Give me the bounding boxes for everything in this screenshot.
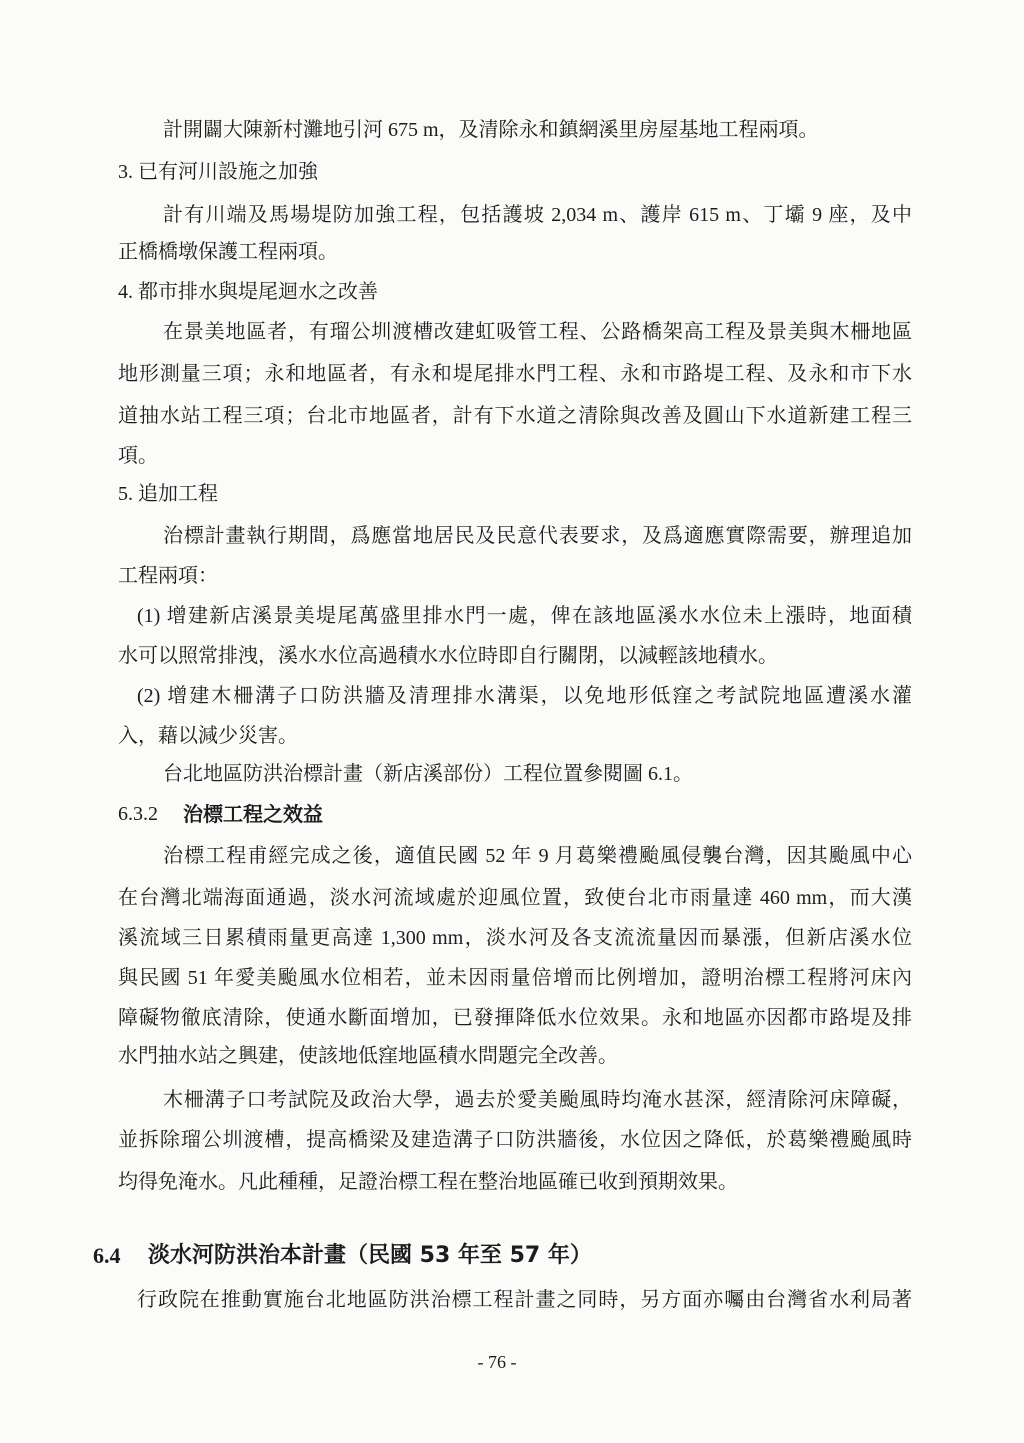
- body-text-line: 行政院在推動實施台北地區防洪治標工程計畫之同時，另方面亦囑由台灣省水利局著: [137, 1289, 912, 1311]
- body-text-line: 入，藉以減少災害。: [118, 725, 298, 747]
- body-text-line: 計開闢大陳新村灘地引河 675 m，及清除永和鎮網溪里房屋基地工程兩項。: [163, 119, 819, 141]
- body-text-line: 溪流域三日累積雨量更高達 1,300 mm，淡水河及各支流流量因而暴漲，但新店溪水位: [118, 927, 912, 949]
- body-text-line: 道抽水站工程三項；台北市地區者，計有下水道之清除與改善及圓山下水道新建工程三: [118, 405, 912, 427]
- body-text-line: 在台灣北端海面通過，淡水河流域處於迎風位置，致使台北市雨量達 460 mm，而大漢: [118, 887, 912, 909]
- body-text-line: 障礙物徹底清除，使通水斷面增加，已發揮降低水位效果。永和地區亦因都市路堤及排: [118, 1007, 912, 1029]
- body-text-line: 在景美地區者，有瑠公圳渡槽改建虹吸管工程、公路橋架高工程及景美與木柵地區: [163, 321, 912, 343]
- figure-reference-line: 台北地區防洪治標計畫（新店溪部份）工程位置參閱圖 6.1。: [163, 763, 693, 785]
- body-text-line: (1) 增建新店溪景美堤尾萬盛里排水門一處，俾在該地區溪水水位未上漲時，地面積: [137, 605, 912, 627]
- body-text-line: 木柵溝子口考試院及政治大學，過去於愛美颱風時均淹水甚深，經清除河床障礙，: [163, 1089, 912, 1111]
- section-number: 6.4: [93, 1243, 121, 1268]
- body-text-line: 項。: [118, 445, 158, 467]
- section-title: 治標工程之效益: [183, 802, 323, 826]
- body-text-line: 治標計畫執行期間，爲應當地居民及民意代表要求，及爲適應實際需要，辦理追加: [163, 525, 912, 547]
- body-text-line: 治標工程甫經完成之後，適值民國 52 年 9 月葛樂禮颱風侵襲台灣，因其颱風中心: [163, 845, 912, 867]
- section-title: 淡水河防洪治本計畫（民國 53 年至 57 年）: [148, 1243, 592, 1268]
- page-number: - 76 -: [477, 1352, 517, 1372]
- list-item-heading: 3. 已有河川設施之加強: [118, 161, 318, 183]
- body-text-line: 水門抽水站之興建，使該地低窪地區積水問題完全改善。: [118, 1045, 618, 1067]
- list-item-heading: 5. 追加工程: [118, 483, 218, 505]
- body-text-line: 工程兩項：: [118, 565, 218, 587]
- body-text-line: 均得免淹水。凡此種種，足證治標工程在整治地區確已收到預期效果。: [118, 1171, 738, 1193]
- body-text-line: 並拆除瑠公圳渡槽，提高橋梁及建造溝子口防洪牆後，水位因之降低，於葛樂禮颱風時: [118, 1129, 912, 1151]
- body-text-line: 水可以照常排洩，溪水水位高過積水水位時即自行關閉，以減輕該地積水。: [118, 645, 778, 667]
- body-text-line: 正橋橋墩保護工程兩項。: [118, 241, 338, 263]
- body-text-line: 計有川端及馬場堤防加強工程，包括護坡 2,034 m、護岸 615 m、丁壩 9 座，及中: [163, 204, 912, 226]
- section-number: 6.3.2: [118, 803, 158, 825]
- body-text-line: 地形測量三項；永和地區者，有永和堤尾排水門工程、永和市路堤工程、及永和市下水: [118, 363, 912, 385]
- list-item-heading: 4. 都市排水與堤尾迴水之改善: [118, 281, 378, 303]
- body-text-line: 與民國 51 年愛美颱風水位相若，並未因雨量倍增而比例增加，證明治標工程將河床內: [118, 967, 912, 989]
- body-text-line: (2) 增建木柵溝子口防洪牆及清理排水溝渠，以免地形低窪之考試院地區遭溪水灌: [137, 685, 912, 707]
